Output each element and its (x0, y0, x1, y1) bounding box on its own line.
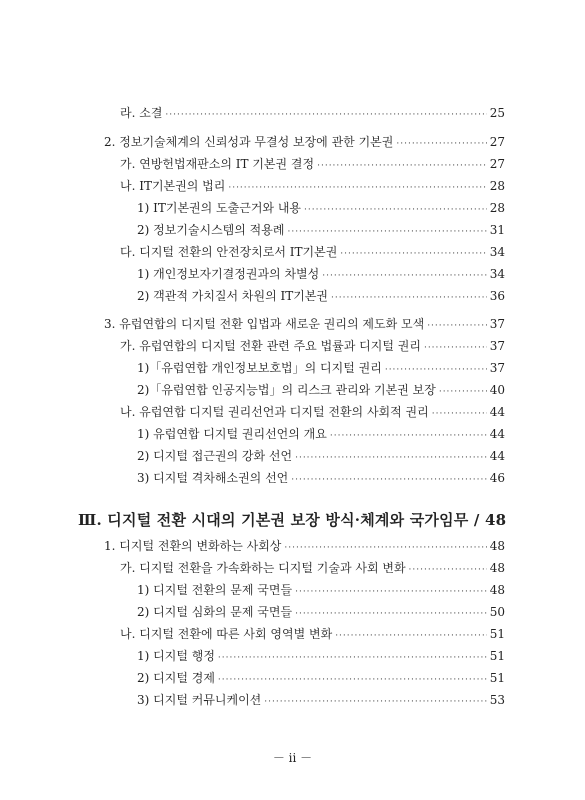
toc-entry (120, 156, 505, 174)
toc-entry (137, 692, 505, 710)
toc-entry-page: 51 (489, 649, 505, 663)
toc-entry-title: 2) 디지털 경제 (137, 671, 215, 685)
dot-leader (284, 540, 486, 556)
dot-leader (218, 650, 487, 666)
toc-entry-page: 34 (489, 245, 505, 259)
toc-entry-title: 2) 객관적 가치질서 차원의 IT기본권 (137, 289, 329, 303)
toc-entry-page: 48 (489, 539, 505, 553)
toc-entry-page: 44 (489, 449, 505, 463)
toc-entry-title: 3. 유럽연합의 디지털 전환 입법과 새로운 권리의 제도화 모색 (104, 317, 425, 331)
toc-entry (120, 626, 505, 644)
toc-entry-title: 3) 디지털 커뮤니케이션 (137, 693, 262, 707)
dot-leader (295, 584, 487, 600)
toc-entry-title: 1) IT기본권의 도출근거와 내용 (137, 201, 302, 215)
toc-entry (137, 426, 505, 444)
dot-leader (432, 406, 487, 422)
toc-entry-title: 라. 소결 (120, 106, 163, 120)
dot-leader (424, 340, 487, 356)
dot-leader (295, 606, 487, 622)
toc-entry-title: 가. 디지털 전환을 가속화하는 디지털 기술과 사회 변화 (120, 561, 406, 575)
toc-entry-title: 2) 정보기술시스템의 적용례 (137, 223, 285, 237)
toc-entry-page: 40 (489, 383, 505, 397)
dot-leader (409, 562, 487, 578)
toc-entry-title: 2) 디지털 심화의 문제 국면들 (137, 605, 293, 619)
toc-entry-page: 48 (489, 561, 505, 575)
toc-entry (120, 338, 505, 356)
toc-entry-page: 51 (489, 671, 505, 685)
toc-entry (104, 134, 505, 152)
toc-entry (104, 538, 505, 556)
toc-entry-title: 1) 유럽연합 디지털 권리선언의 개요 (137, 427, 327, 441)
toc-entry-page: 53 (489, 693, 505, 707)
toc-entry-page: 28 (489, 201, 505, 215)
toc-entry-page: 37 (489, 317, 505, 331)
toc-entry (137, 670, 505, 688)
toc-entry-title: 1) 디지털 행정 (137, 649, 215, 663)
toc-entry (120, 244, 505, 262)
toc-entry-title: 다. 디지털 전환의 안전장치로서 IT기본권 (120, 245, 338, 259)
toc-entry (120, 105, 505, 123)
toc-entry (104, 316, 505, 334)
toc-entry-page: 46 (489, 471, 505, 485)
toc-entry-page: 28 (489, 179, 505, 193)
toc-entry (137, 448, 505, 466)
dot-leader (427, 318, 487, 334)
toc-entry-title: 2. 정보기술체계의 신뢰성과 무결성 보장에 관한 기본권 (104, 135, 394, 149)
toc-entry-title: 나. IT기본권의 법리 (120, 179, 226, 193)
toc-entry-page: 25 (489, 106, 505, 120)
toc-entry (137, 604, 505, 622)
toc-entry-page: 51 (489, 627, 505, 641)
dot-leader (330, 428, 487, 444)
dot-leader (165, 107, 486, 123)
toc-entry-page: 31 (489, 223, 505, 237)
toc-entry (137, 648, 505, 666)
toc-entry-page: 27 (489, 135, 505, 149)
toc-entry (137, 582, 505, 600)
toc-entry-title: 1) 개인정보자기결정권과의 차별성 (137, 267, 320, 281)
toc-entry-title: 3) 디지털 격차해소권의 선언 (137, 471, 289, 485)
toc-entry-title: 1. 디지털 전환의 변화하는 사회상 (104, 539, 282, 553)
toc-entry-page: 34 (489, 267, 505, 281)
toc-entry-page: 44 (489, 405, 505, 419)
toc-entry-title: 나. 디지털 전환에 따른 사회 영역별 변화 (120, 627, 333, 641)
toc-entry-title: 나. 유럽연합 디지털 권리선언과 디지털 전환의 사회적 권리 (120, 405, 429, 419)
toc-entry (137, 288, 505, 306)
toc-entry-title: 가. 유럽연합의 디지털 전환 관련 주요 법률과 디지털 권리 (120, 339, 421, 353)
toc-entry (137, 200, 505, 218)
toc-entry-title: 1)「유럽연합 개인정보보호법」의 디지털 권리 (137, 361, 382, 375)
toc-entry-page: 37 (489, 361, 505, 375)
toc-entry (137, 222, 505, 240)
toc-entry-page: 37 (489, 339, 505, 353)
dot-leader (331, 290, 487, 306)
dot-leader (335, 628, 487, 644)
dot-leader (385, 362, 487, 378)
dot-leader (439, 384, 487, 400)
toc-entry-page: 44 (489, 427, 505, 441)
dot-leader (317, 158, 487, 174)
toc-entry-title: 가. 연방헌법재판소의 IT 기본권 결정 (120, 157, 315, 171)
toc-entry (137, 382, 505, 400)
toc-entry (137, 470, 505, 488)
dot-leader (287, 224, 486, 240)
toc-entry-title: 1) 디지털 전환의 문제 국면들 (137, 583, 293, 597)
dot-leader (295, 450, 487, 466)
toc-entry (120, 560, 505, 578)
toc-entry-title: 2) 디지털 접근권의 강화 선언 (137, 449, 293, 463)
dot-leader (291, 472, 486, 488)
toc-entry-title: 2)「유럽연합 인공지능법」의 리스크 관리와 기본권 보장 (137, 383, 436, 397)
toc-entry-page: 36 (489, 289, 505, 303)
toc-entry (137, 360, 505, 378)
chapter-heading: Ⅲ. 디지털 전환 시대의 기본권 보장 방식·체계와 국가임무 / 48 (78, 511, 507, 529)
toc-entry-page: 50 (489, 605, 505, 619)
dot-leader (304, 202, 487, 218)
dot-leader (340, 246, 486, 262)
toc-entry (120, 178, 505, 196)
toc-entry (120, 404, 505, 422)
toc-entry (137, 266, 505, 284)
dot-leader (396, 136, 486, 152)
toc-entry-page: 27 (489, 157, 505, 171)
page-number: － ii － (272, 751, 313, 765)
toc-entry-page: 48 (489, 583, 505, 597)
dot-leader (264, 694, 486, 710)
dot-leader (228, 180, 486, 196)
dot-leader (322, 268, 486, 284)
dot-leader (218, 672, 487, 688)
